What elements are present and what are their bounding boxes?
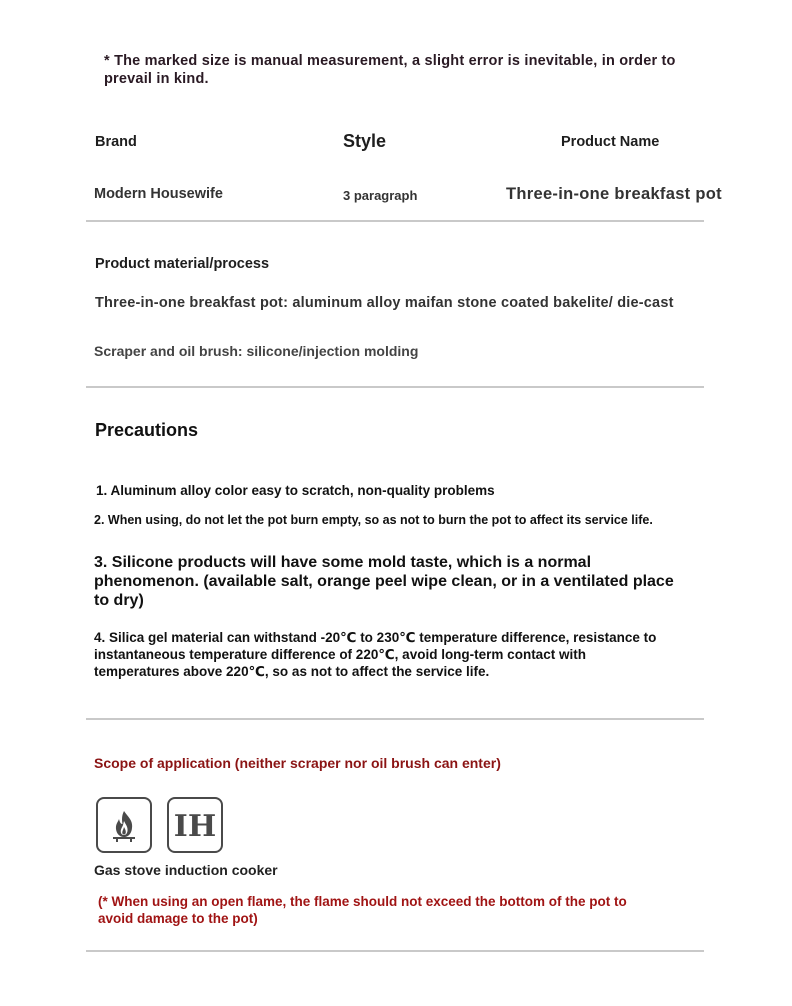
- flame-warning: (* When using an open flame, the flame should not exceed the bottom of the pot to avoid damage to the pot): [98, 894, 627, 926]
- scope-title: Scope of application (neither scraper nor oil brush can enter): [94, 755, 501, 771]
- material-pot: Three-in-one breakfast pot: aluminum alloy maifan stone coated bakelite/ die-cast: [95, 295, 674, 311]
- divider: [86, 220, 704, 222]
- material-title: Product material/process: [95, 256, 270, 272]
- divider: [86, 386, 704, 388]
- precaution-item: 3. Silicone products will have some mold taste, which is a normal phenomenon. (available salt, orange peel wipe clean, or in a ventilated place to dry): [94, 554, 674, 609]
- style-label: Style: [343, 131, 387, 151]
- brand-value: Modern Housewife: [94, 186, 223, 202]
- ih-label: IH: [173, 809, 217, 844]
- product-name-value: Three-in-one breakfast pot: [506, 185, 722, 203]
- precautions-title: Precautions: [95, 420, 199, 440]
- product-name-label: Product Name: [561, 134, 660, 150]
- material-scraper: Scraper and oil brush: silicone/injection molding: [94, 343, 419, 359]
- measurement-note: * The marked size is manual measurement, a slight error is inevitable, in order to prevail in kind.: [104, 53, 676, 87]
- precaution-item: 1. Aluminum alloy color easy to scratch, non-quality problems: [96, 483, 495, 498]
- divider: [86, 718, 704, 720]
- precaution-item: 4. Silica gel material can withstand -20℃ to 230℃ temperature difference, resistance to instantaneous temperature difference of 220℃, avoid long-term contact with temperatures above 220℃, so as not to affect the service life.: [94, 630, 657, 679]
- brand-label: Brand: [95, 134, 137, 150]
- induction-cooker-icon: [167, 797, 223, 853]
- gas-stove-icon: [96, 797, 152, 853]
- divider: [86, 950, 704, 952]
- precaution-item: 2. When using, do not let the pot burn empty, so as not to burn the pot to affect its service life.: [94, 513, 653, 527]
- style-value: 3 paragraph: [343, 188, 418, 203]
- icon-caption: Gas stove induction cooker: [94, 862, 278, 878]
